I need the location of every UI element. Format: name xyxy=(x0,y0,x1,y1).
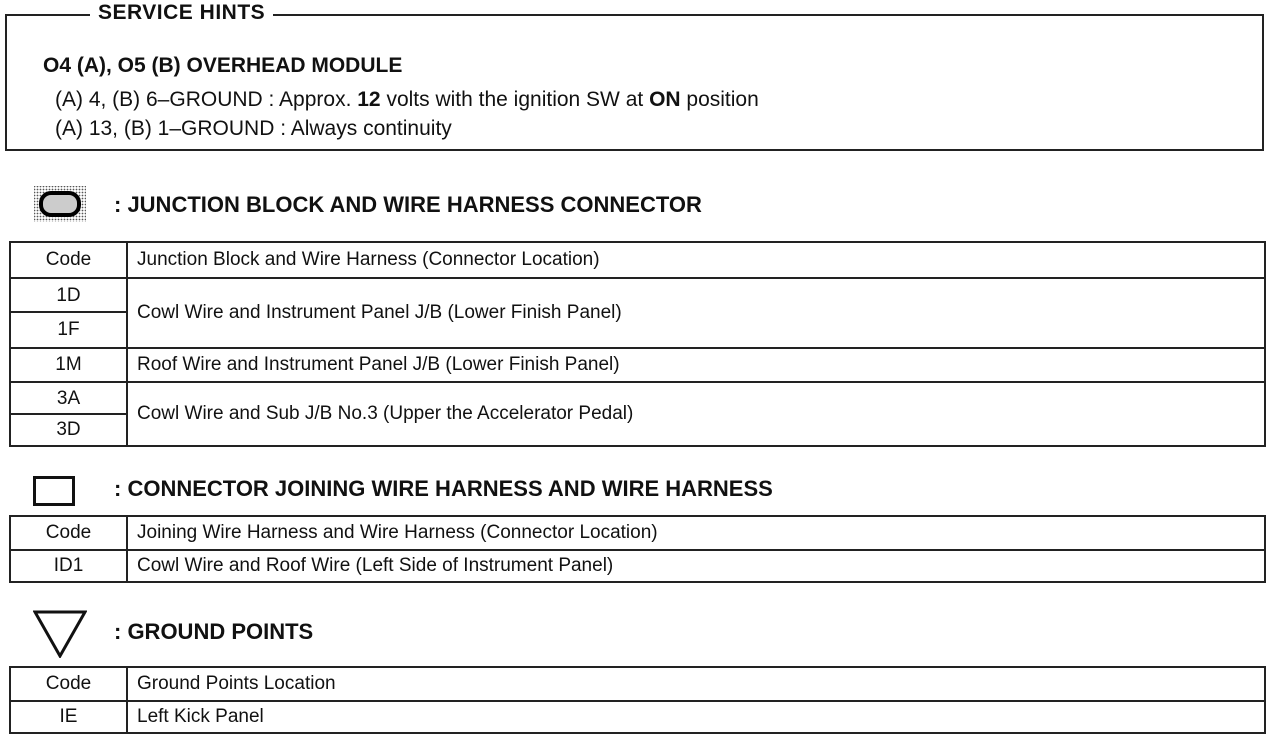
cj-desc-id1: Cowl Wire and Roof Wire (Left Side of Instrument Panel) xyxy=(137,555,614,576)
jb-code-1f: 1F xyxy=(11,313,128,347)
service-hints-title: SERVICE HINTS xyxy=(90,1,273,25)
gp-desc-ie: Left Kick Panel xyxy=(137,706,264,727)
jb-header-code: Code xyxy=(11,243,128,277)
hint-switch-state: ON xyxy=(649,88,681,111)
hint-line-1-prefix: (A) 4, (B) 6–GROUND : Approx. xyxy=(55,88,358,111)
hint-line-1-middle: volts with the ignition SW at xyxy=(380,88,650,111)
hint-line-2: (A) 13, (B) 1–GROUND : Always continuity xyxy=(55,117,452,140)
jb-code-1d: 1D xyxy=(11,279,128,312)
gp-header-code: Code xyxy=(11,668,128,700)
junction-block-title: : JUNCTION BLOCK AND WIRE HARNESS CONNECTOR xyxy=(114,192,702,217)
service-hints-box xyxy=(5,14,1264,151)
jb-code-3d: 3D xyxy=(11,415,128,445)
connector-joining-title: : CONNECTOR JOINING WIRE HARNESS AND WIRE HARNESS xyxy=(114,476,773,501)
cj-header-desc: Joining Wire Harness and Wire Harness (Connector Location) xyxy=(137,522,658,543)
hint-voltage-value: 12 xyxy=(357,88,381,111)
cj-header-code: Code xyxy=(11,517,128,549)
hint-line-1 xyxy=(55,88,759,112)
connector-joining-table xyxy=(9,515,1266,583)
connector-square-icon xyxy=(33,476,75,506)
jb-desc-1: Cowl Wire and Instrument Panel J/B (Lower Finish Panel) xyxy=(137,302,622,323)
jb-desc-3: Cowl Wire and Sub J/B No.3 (Upper the Accelerator Pedal) xyxy=(137,403,634,424)
junction-block-connector-icon xyxy=(33,185,87,223)
cj-code-id1: ID1 xyxy=(11,551,128,581)
jb-header-desc: Junction Block and Wire Harness (Connector Location) xyxy=(137,249,600,270)
jb-code-1m: 1M xyxy=(11,349,128,381)
ground-points-table xyxy=(9,666,1266,734)
ground-triangle-icon xyxy=(33,610,87,658)
gp-header-desc: Ground Points Location xyxy=(137,673,336,694)
junction-block-table xyxy=(9,241,1266,447)
jb-code-3a: 3A xyxy=(11,383,128,414)
ground-points-title: : GROUND POINTS xyxy=(114,619,314,644)
module-title: O4 (A), O5 (B) OVERHEAD MODULE xyxy=(43,54,403,77)
jb-desc-2: Roof Wire and Instrument Panel J/B (Lower Finish Panel) xyxy=(137,354,620,375)
hint-line-1-suffix: position xyxy=(680,88,759,111)
gp-code-ie: IE xyxy=(11,702,128,732)
